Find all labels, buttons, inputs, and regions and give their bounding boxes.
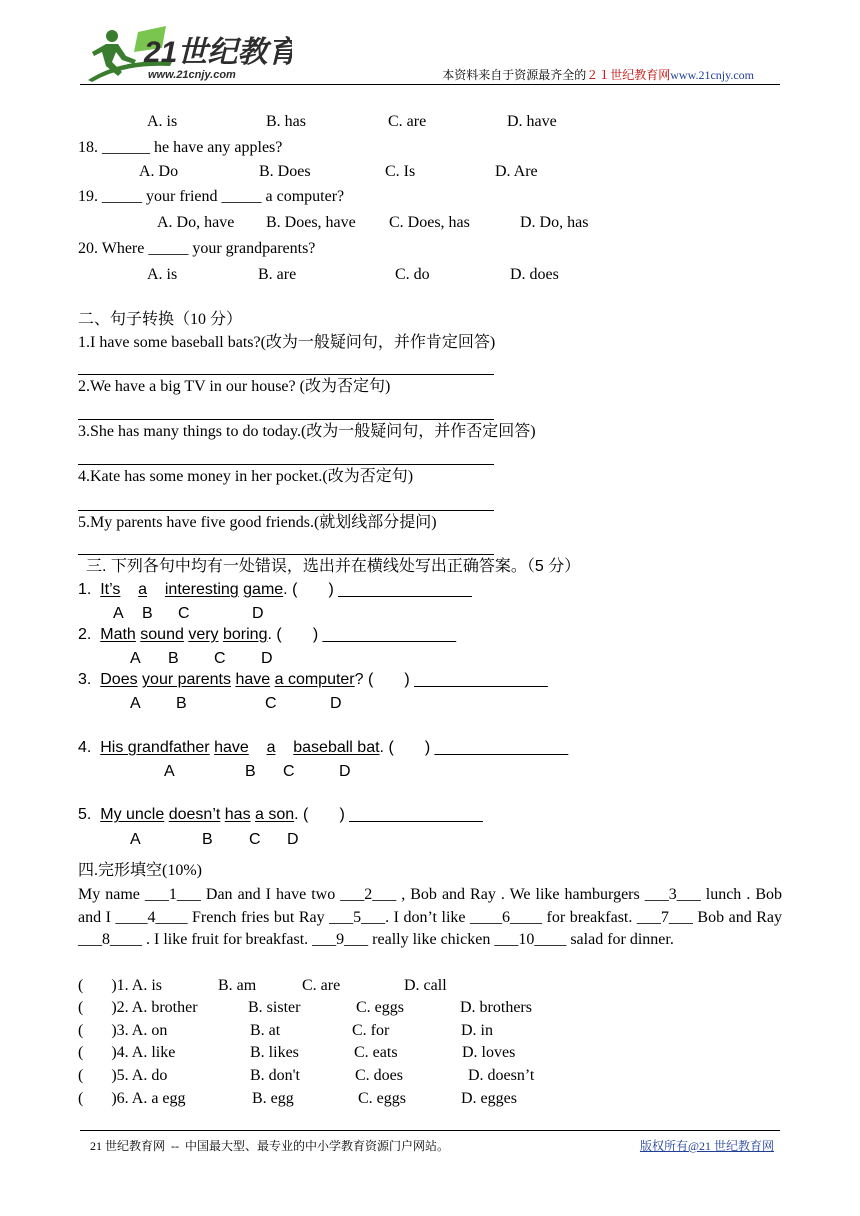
svg-text:www.21cnjy.com: www.21cnjy.com — [148, 69, 236, 81]
cloze-q3-option-d: D. in — [461, 1022, 493, 1039]
section2-item-4: 4.Kate has some money in her pocket.(改为否定句) — [78, 468, 414, 485]
s3-q1-letter-d: D — [252, 605, 264, 622]
s3-question-4: 4. His grandfather have a baseball bat. ( ) _______________ — [78, 739, 569, 756]
cloze-q6-option-c: C. eggs — [358, 1090, 406, 1107]
section2-item-5: 5.My parents have five good friends.(就划线部分提问) — [78, 514, 437, 531]
q20-option-b: B. are — [258, 266, 297, 283]
q17-option-d: D. have — [507, 113, 557, 130]
s3-q5-letter-a: A — [130, 831, 141, 848]
q19-option-a: A. Do, have — [157, 214, 235, 231]
cloze-q1-option-c: C. are — [302, 977, 341, 994]
s3-q4-letter-a: A — [164, 763, 175, 780]
answer-line-3[interactable] — [78, 464, 494, 465]
s3-q2-letter-c: C — [214, 650, 226, 667]
cloze-q6: ( )6. A. a egg — [78, 1090, 186, 1107]
s3-q3-letter-d: D — [330, 695, 342, 712]
cloze-q2: ( )2. A. brother — [78, 999, 198, 1016]
s3-q5-letter-c: C — [249, 831, 261, 848]
cloze-q4-option-c: C. eats — [354, 1044, 398, 1061]
q17-option-a: A. is — [147, 113, 178, 130]
runner-logo-icon — [82, 22, 292, 84]
cloze-q3: ( )3. A. on — [78, 1022, 168, 1039]
s3-question-2: 2. Math sound very boring. ( ) _______________ — [78, 626, 457, 643]
q18-option-a: A. Do — [139, 163, 179, 180]
answer-line-5[interactable] — [78, 554, 494, 555]
s3-q4-letter-b: B — [245, 763, 256, 780]
cloze-q5-option-d: D. doesn’t — [468, 1067, 535, 1084]
q17-option-c: C. are — [388, 113, 427, 130]
logo — [82, 22, 292, 84]
s3-q3-letter-a: A — [130, 695, 141, 712]
q18-option-c: C. Is — [385, 163, 416, 180]
s3-q1-letter-a: A — [113, 605, 124, 622]
footer-divider — [80, 1130, 780, 1131]
s3-q1-letter-c: C — [178, 605, 190, 622]
cloze-q6-option-d: D. egges — [461, 1090, 517, 1107]
s3-q3-letter-c: C — [265, 695, 277, 712]
s3-q5-letter-d: D — [287, 831, 299, 848]
section2-title: 二、句子转换（10 分） — [78, 311, 243, 328]
s3-question-5: 5. My uncle doesn’t has a son. ( ) _______________ — [78, 806, 483, 823]
copyright-link[interactable]: 版权所有@21 世纪教育网 — [639, 1139, 774, 1153]
q19-option-b: B. Does, have — [266, 214, 356, 231]
q20-option-c: C. do — [395, 266, 430, 283]
cloze-q1-option-b: B. am — [218, 977, 257, 994]
cloze-q5: ( )5. A. do — [78, 1067, 168, 1084]
q20-stem: 20. Where _____ your grandparents? — [78, 240, 316, 257]
header-note: 本资料来自于资源最齐全的２１世纪教育网www.21cnjy.com — [442, 68, 754, 82]
cloze-q1: ( )1. A. is — [78, 977, 162, 994]
cloze-q2-option-c: C. eggs — [356, 999, 404, 1016]
q18-option-d: D. Are — [495, 163, 538, 180]
s3-q4-letter-d: D — [339, 763, 351, 780]
section4-title: 四.完形填空(10%) — [78, 862, 202, 879]
q18-option-b: B. Does — [259, 163, 311, 180]
q19-stem: 19. _____ your friend _____ a computer? — [78, 188, 345, 205]
cloze-q2-option-d: D. brothers — [460, 999, 532, 1016]
section2-item-1: 1.I have some baseball bats?(改为一般疑问句，并作肯定回答) — [78, 334, 496, 351]
footer-text: 21 世纪教育网 -- 中国最大型、最专业的中小学教育资源门户网站。 — [90, 1139, 449, 1153]
s3-question-3: 3. Does your parents have a computer? ( ) _______________ — [78, 671, 548, 688]
cloze-q4-option-d: D. loves — [462, 1044, 516, 1061]
s3-q2-letter-a: A — [130, 650, 141, 667]
s3-q2-letter-b: B — [168, 650, 179, 667]
q17-option-b: B. has — [266, 113, 306, 130]
cloze-q5-option-c: C. does — [355, 1067, 403, 1084]
s3-q5-letter-b: B — [202, 831, 213, 848]
s3-q2-letter-d: D — [261, 650, 273, 667]
q20-option-a: A. is — [147, 266, 178, 283]
cloze-q3-option-b: B. at — [250, 1022, 281, 1039]
q18-stem: 18. ______ he have any apples? — [78, 139, 283, 156]
s3-question-1: 1. It’s a interesting game. ( ) _______________ — [78, 581, 472, 598]
q19-option-c: C. Does, has — [389, 214, 470, 231]
q19-option-d: D. Do, has — [520, 214, 589, 231]
header-divider — [80, 84, 780, 85]
cloze-q4-option-b: B. likes — [250, 1044, 299, 1061]
answer-line-2[interactable] — [78, 419, 494, 420]
svg-text:21世纪教育: 21世纪教育 — [144, 36, 292, 69]
section2-item-3: 3.She has many things to do today.(改为一般疑问句，并作否定回答) — [78, 423, 536, 440]
section2-item-2: 2.We have a big TV in our house? (改为否定句) — [78, 378, 391, 395]
s3-q3-letter-b: B — [176, 695, 187, 712]
s3-q4-letter-c: C — [283, 763, 295, 780]
cloze-q2-option-b: B. sister — [248, 999, 301, 1016]
answer-line-4[interactable] — [78, 510, 494, 511]
s3-q1-letter-b: B — [142, 605, 153, 622]
cloze-passage: My name ___1___ Dan and I have two ___2___ , Bob and Ray . We like hamburgers ___3___ lunch . Bob and I ____4____ French fries but Ray ___5___. I don’t like ____6____ for breakfast. ___7___ Bob and Ray ___8____ . I like fruit for breakfast. ___9___ really like chicken ___10____ salad for dinner. — [78, 886, 782, 948]
cloze-q1-option-d: D. call — [404, 977, 447, 994]
answer-line-1[interactable] — [78, 374, 494, 375]
q20-option-d: D. does — [510, 266, 559, 283]
cloze-q5-option-b: B. don't — [250, 1067, 300, 1084]
cloze-q3-option-c: C. for — [352, 1022, 390, 1039]
cloze-q4: ( )4. A. like — [78, 1044, 176, 1061]
section3-title: 三. 下列各句中均有一处错误，选出并在横线处写出正确答案。（5 分） — [86, 558, 581, 575]
cloze-q6-option-b: B. egg — [252, 1090, 294, 1107]
